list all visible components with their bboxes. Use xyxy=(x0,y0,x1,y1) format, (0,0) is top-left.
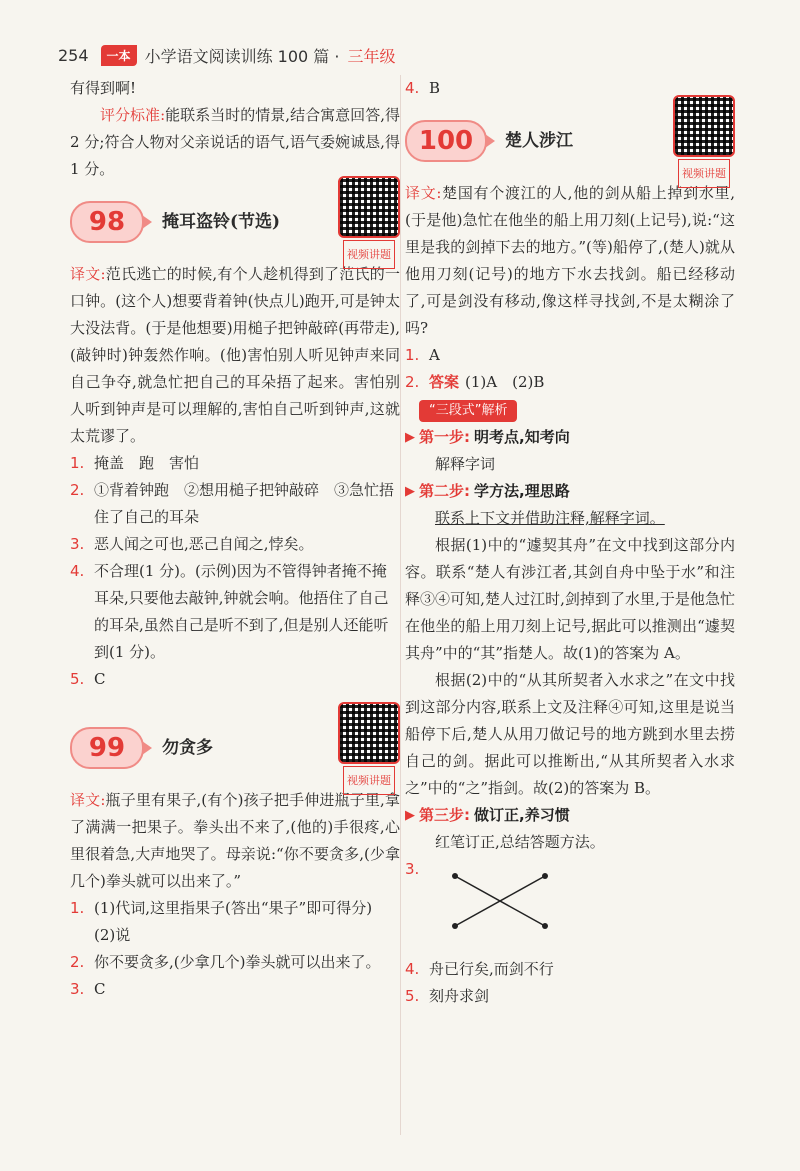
answer-number: 3. xyxy=(405,860,420,878)
answer-number: 4. xyxy=(405,79,420,97)
translation xyxy=(70,787,400,895)
exercise-title: 勿贪多 xyxy=(162,737,213,758)
translation-text: 楚国有个渡江的人,他的剑从船上掉到水里,(于是他)急忙在他坐的船上用刀刻(上记号),说:“这里是我的剑掉下去的地方。”(等)船停了,(楚人)就从他用刀刻(记号)的地方下水去找剑。船已经移动了,可是剑没有移动,像这样寻找剑,不是太糊涂了吗? xyxy=(405,184,735,337)
answer-text: 恶人闻之可也,恶己自闻之,悖矣。 xyxy=(94,535,314,553)
answer-number: 5. xyxy=(405,987,420,1005)
answer-number: 3. xyxy=(70,980,85,998)
answer-item xyxy=(70,976,400,1003)
step-title: 做订正,养习惯 xyxy=(474,806,570,824)
answer-item xyxy=(405,342,735,369)
book-grade: 三年级 xyxy=(347,46,396,66)
answer-tag: 答案 xyxy=(429,373,460,391)
answer-item xyxy=(405,369,735,396)
translation-label: 译文: xyxy=(70,791,106,809)
exercise-number-badge: 98 xyxy=(70,201,144,243)
translation-text: 瓶子里有果子,(有个)孩子把手伸进瓶子里,拿了满满一把果子。拳头出不来了,(他的)手很疼,心里很着急,大声地哭了。母亲说:“你不要贪多,(少拿几个)拳头就可以出来了。” xyxy=(70,791,400,890)
step-body: 红笔订正,总结答题方法。 xyxy=(435,833,605,851)
arrow-icon: ▶ xyxy=(405,430,415,445)
step-title: 学方法,理思路 xyxy=(474,482,570,500)
answer-item xyxy=(70,895,400,949)
step-1 xyxy=(405,424,735,451)
answer-text: (1)A (2)B xyxy=(465,373,545,391)
analysis-pill: “三段式”解析 xyxy=(419,400,517,422)
exercise-99-header xyxy=(70,715,400,787)
answer-number: 4. xyxy=(405,960,420,978)
answer-item xyxy=(70,949,400,976)
right-column xyxy=(405,75,735,1010)
matching-lines-diagram xyxy=(445,856,555,946)
column-divider xyxy=(400,75,401,1135)
exercise-title: 楚人涉江 xyxy=(505,130,573,151)
book-badge: 一本 xyxy=(101,45,137,66)
exercise-number-badge: 99 xyxy=(70,727,144,769)
answer-item xyxy=(70,558,400,666)
continued-text: 有得到啊! xyxy=(70,79,137,97)
answer-number: 1. xyxy=(405,346,420,364)
answer-item xyxy=(70,477,400,531)
qr-code-icon xyxy=(338,176,400,238)
answer-text: C xyxy=(94,670,106,688)
answer-number: 3. xyxy=(70,535,85,553)
answer-text: 舟已行矣,而剑不行 xyxy=(429,960,554,978)
answer-number: 1. xyxy=(70,454,85,472)
answer-number: 2. xyxy=(405,373,420,391)
answer-text: 你不要贪多,(少拿几个)拳头就可以出来了。 xyxy=(94,953,381,971)
qr-code[interactable] xyxy=(338,702,400,795)
qr-code-icon xyxy=(673,95,735,157)
translation-label: 译文: xyxy=(70,265,106,283)
answer-item xyxy=(405,956,735,983)
answer-text: 不合理(1 分)。(示例)因为不管得钟者掩不掩耳朵,只要他去敲钟,钟就会响。他捂住了自己的耳朵,虽然自己是听不到了,但是别人还能听到(1 分)。 xyxy=(94,562,389,661)
answer-text: 刻舟求剑 xyxy=(429,987,490,1005)
left-column xyxy=(70,75,400,1003)
page-number: 254 xyxy=(58,45,89,65)
step-label: 第一步: xyxy=(419,428,470,446)
qr-code-icon xyxy=(338,702,400,764)
answer-item xyxy=(405,856,735,956)
translation xyxy=(405,180,735,342)
exercise-title: 掩耳盗铃(节选) xyxy=(162,211,281,232)
answer-text: 掩盖 跑 害怕 xyxy=(94,454,200,472)
answer-text: C xyxy=(94,980,106,998)
step-body: 根据(1)中的“遽契其舟”在文中找到这部分内容。联系“楚人有涉江者,其剑自舟中坠于水”和注释③④可知,楚人过江时,剑掉到了水里,于是他急忙在他坐的船上用刀刻上记号,据此可以推测出“遽契其舟”中的“其”指楚人。故(1)的答案为 A。 xyxy=(405,536,735,662)
qr-code[interactable] xyxy=(673,95,735,188)
answer-number: 4. xyxy=(70,562,85,580)
qr-label: 视频讲题 xyxy=(678,159,730,188)
step-label: 第二步: xyxy=(419,482,470,500)
scoring-text: 能联系当时的情景,结合寓意回答,得 2 分;符合人物对父亲说话的语气,语气委婉诚恳,得 1 分。 xyxy=(70,106,400,178)
qr-label: 视频讲题 xyxy=(343,240,395,269)
answer-text: (1)代词,这里指果子(答出“果子”即可得分) (2)说 xyxy=(94,899,388,944)
step-title: 明考点,知考向 xyxy=(474,428,570,446)
translation xyxy=(70,261,400,450)
step-method: 联系上下文并借助注释,解释字词。 xyxy=(435,509,665,527)
answer-item xyxy=(70,450,400,477)
answer-number: 2. xyxy=(70,481,85,499)
exercise-number-badge: 100 xyxy=(405,120,487,162)
answer-text: B xyxy=(429,79,441,97)
answer-number: 5. xyxy=(70,670,85,688)
qr-label: 视频讲题 xyxy=(343,766,395,795)
qr-code[interactable] xyxy=(338,176,400,269)
scoring-standard xyxy=(70,102,400,183)
answer-number: 2. xyxy=(70,953,85,971)
answer-number: 1. xyxy=(70,899,85,917)
exercise-100-header xyxy=(405,108,735,180)
exercise-98-header xyxy=(70,189,400,261)
book-title: 小学语文阅读训练 100 篇 · xyxy=(144,46,340,66)
step-3 xyxy=(405,802,735,829)
step-label: 第三步: xyxy=(419,806,470,824)
arrow-icon: ▶ xyxy=(405,484,415,499)
answer-text: ①背着钟跑 ②想用槌子把钟敲碎 ③急忙捂住了自己的耳朵 xyxy=(94,481,395,526)
step-body: 根据(2)中的“从其所契者入水求之”在文中找到这部分内容,联系上文及注释④可知,这里是说当船停下后,楚人从用刀做记号的地方跳到水里去捞自己的剑。据此可以推断出,“从其所契者入水求之”中的“之”指剑。故(2)的答案为 B。 xyxy=(405,671,735,797)
translation-text: 范氏逃亡的时候,有个人趁机得到了范氏的一口钟。(这个人)想要背着钟(快点儿)跑开,可是钟太大没法背。(于是他想要)用槌子把钟敲碎(再带走),(敲钟时)钟轰然作响。(他)害怕别人听见钟声来同自己争夺,就急忙把自己的耳朵捂了起来。害怕别人听到钟声是可以理解的,害怕自己听到钟声,这就太荒谬了。 xyxy=(70,265,400,445)
scoring-label: 评分标准: xyxy=(100,106,166,124)
answer-text: A xyxy=(429,346,440,364)
step-body: 解释字词 xyxy=(435,455,496,473)
answer-item xyxy=(70,666,400,693)
translation-label: 译文: xyxy=(405,184,442,202)
arrow-icon: ▶ xyxy=(405,808,415,823)
step-2 xyxy=(405,478,735,505)
page-header xyxy=(58,40,758,70)
answer-item xyxy=(405,983,735,1010)
answer-item xyxy=(70,531,400,558)
